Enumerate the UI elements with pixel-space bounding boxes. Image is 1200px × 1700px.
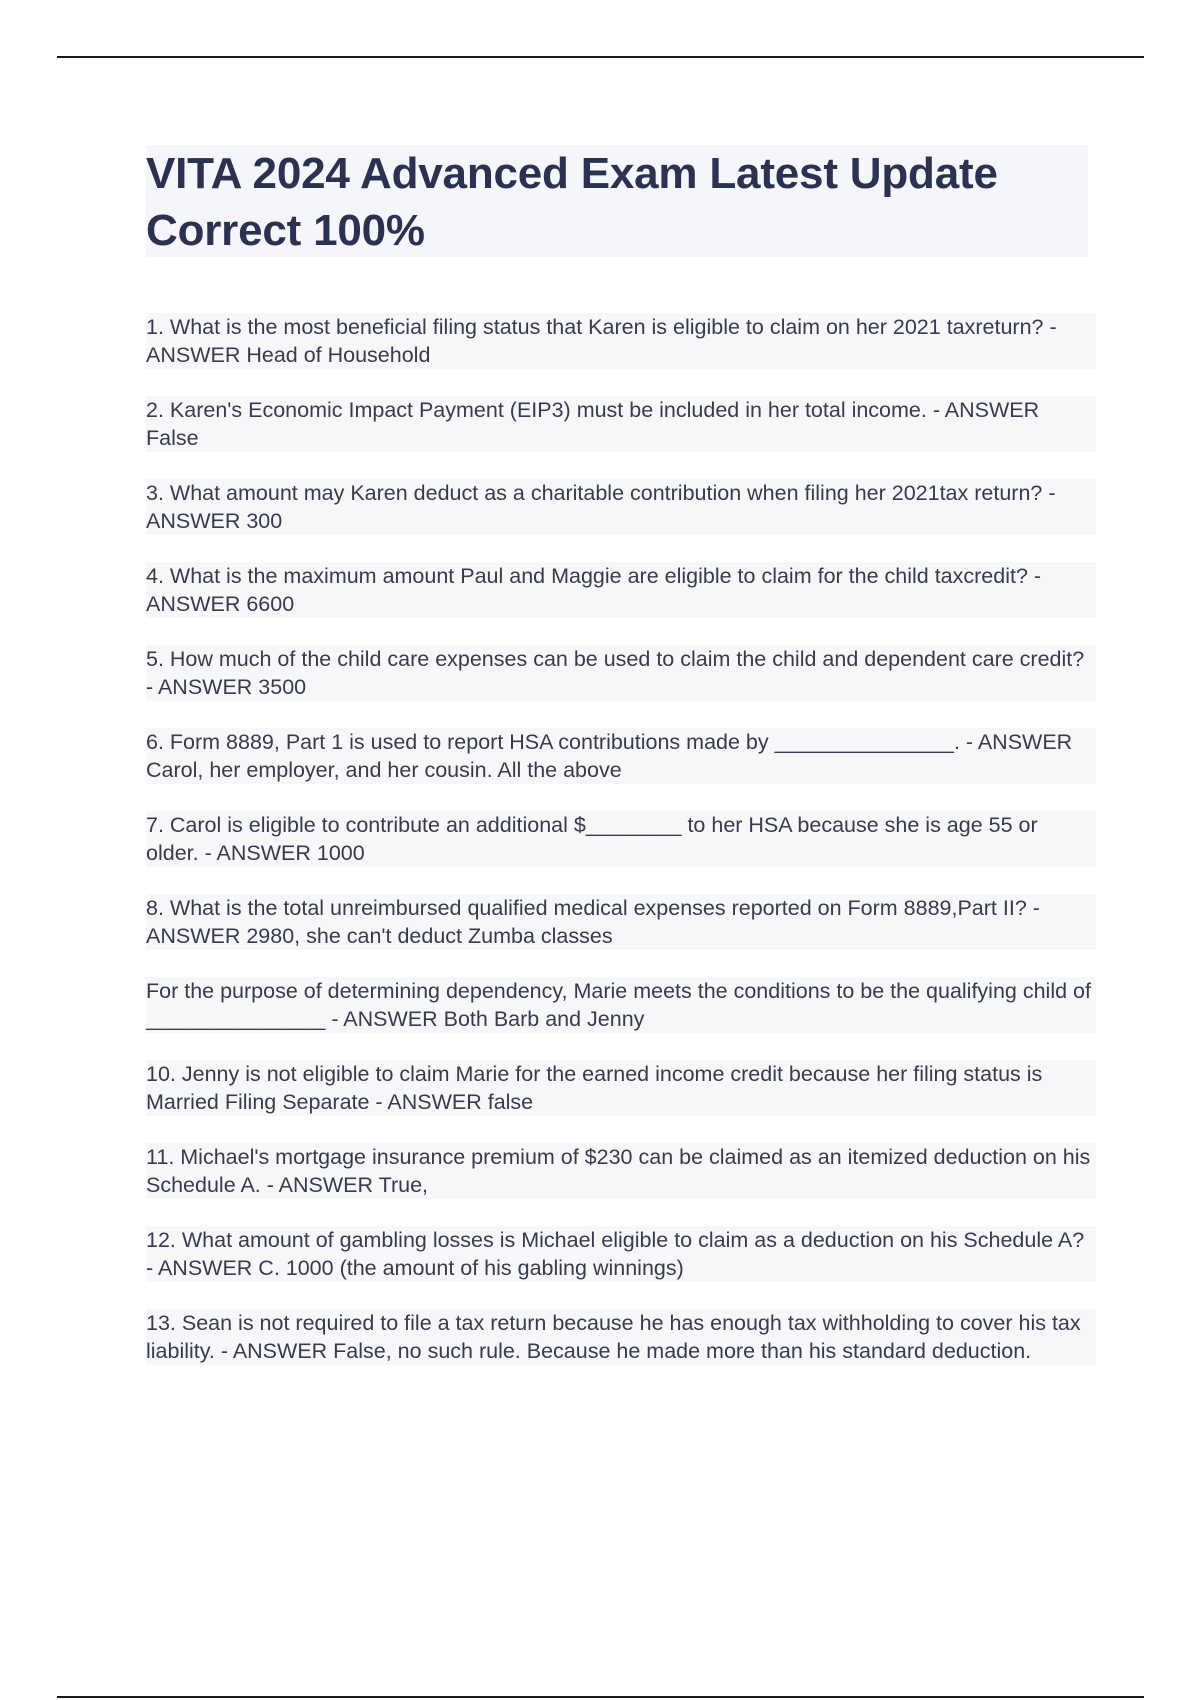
question-item-2: 2. Karen's Economic Impact Payment (EIP3) must be included in her total income. - ANSWER False bbox=[146, 396, 1096, 452]
question-item-4: 4. What is the maximum amount Paul and Maggie are eligible to claim for the child taxcredit? - ANSWER 6600 bbox=[146, 562, 1096, 618]
question-item-5: 5. How much of the child care expenses can be used to claim the child and dependent care credit? - ANSWER 3500 bbox=[146, 645, 1096, 701]
question-item-10: 10. Jenny is not eligible to claim Marie for the earned income credit because her filing status is Married Filing Separate - ANSWER false bbox=[146, 1060, 1096, 1116]
question-list bbox=[146, 313, 1096, 1365]
bottom-rule bbox=[57, 1696, 1144, 1698]
title-block bbox=[146, 145, 1088, 257]
question-item-13: 13. Sean is not required to file a tax return because he has enough tax withholding to cover his tax liability. - ANSWER False, no such rule. Because he made more than his standard deduction. bbox=[146, 1309, 1096, 1365]
question-item-7: 7. Carol is eligible to contribute an additional $________ to her HSA because she is age 55 or older. - ANSWER 1000 bbox=[146, 811, 1096, 867]
question-item-8: 8. What is the total unreimbursed qualified medical expenses reported on Form 8889,Part II? - ANSWER 2980, she can't deduct Zumba classes bbox=[146, 894, 1096, 950]
question-item-12: 12. What amount of gambling losses is Michael eligible to claim as a deduction on his Schedule A? - ANSWER C. 1000 (the amount of his gabling winnings) bbox=[146, 1226, 1096, 1282]
top-rule bbox=[57, 56, 1144, 58]
document-title: VITA 2024 Advanced Exam Latest Update Correct 100% bbox=[146, 149, 998, 255]
question-item-11: 11. Michael's mortgage insurance premium of $230 can be claimed as an itemized deduction on his Schedule A. - ANSWER True, bbox=[146, 1143, 1096, 1199]
question-item-6: 6. Form 8889, Part 1 is used to report HSA contributions made by _______________. - ANSWER Carol, her employer, and her cousin. All the above bbox=[146, 728, 1096, 784]
question-item-9: For the purpose of determining dependency, Marie meets the conditions to be the qualifying child of _______________ - ANSWER Both Barb and Jenny bbox=[146, 977, 1096, 1033]
question-item-1: 1. What is the most beneficial filing status that Karen is eligible to claim on her 2021 taxreturn? - ANSWER Head of Household bbox=[146, 313, 1096, 369]
question-item-3: 3. What amount may Karen deduct as a charitable contribution when filing her 2021tax return? - ANSWER 300 bbox=[146, 479, 1096, 535]
